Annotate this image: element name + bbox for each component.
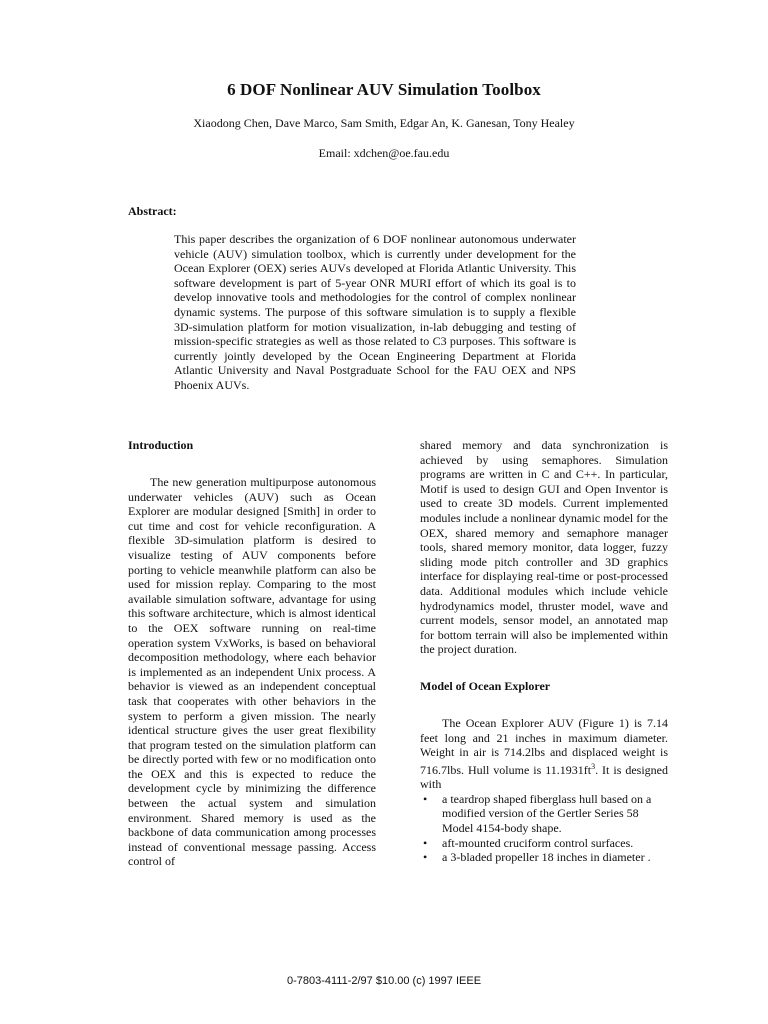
introduction-body: The new generation multipurpose autonomous underwater vehicles (AUV) such as Ocean Explorer are modular designed [Smith] in order to cut time and cost for vehicle reconfiguration. A flexible 3D-simulation platform is desired to visualize testing of AUV components before porting to vehicle meanwhile platform can also be used for mission replay. Comparing to the most available simulation software, advantage for using this software architecture, which is almost identical to the OEX software running on real-time operation system VxWorks, is based on behavioral decomposition methodology, where each behavior is implemented as an independent Unix process. A behavior is viewed as an independent conceptual task that cooperates with other behaviors in the system to perform a given mission. The nearly identical structure gives the user great flexibility that program tested on the simulation platform can be directly ported with few or no modification onto the OEX and this is expected to reduce the development cycle by minimizing the difference between the actual system and simulation environment. Shared memory is used as the backbone of data communication among processes instead of conventional message passing. Access control of	[128, 475, 376, 869]
right-column	[420, 438, 668, 865]
model-section-intro	[420, 716, 668, 792]
paper-title: 6 DOF Nonlinear AUV Simulation Toolbox	[227, 80, 541, 99]
copyright-footer: 0-7803-4111-2/97 $10.00 (c) 1997 IEEE	[286, 975, 482, 987]
introduction-continuation: shared memory and data synchronization is achieved by using semaphores. Simulation programs are written in C and C++. In particular, Motif is used to design GUI and Open Inventor is used to create 3D models. Current implemented modules include a nonlinear dynamic model for the OEX, shared memory and semaphore manager tools, shared memory monitor, data logger, fuzzy sliding mode pitch controller and 3D graphics interface for displaying real-time or post-processed data. Additional modules which include vehicle hydrodynamics model, thruster model, wave and current models, sensor model, an annotated map for bottom terrain will also be implemented within the project duration.	[420, 438, 668, 657]
model-intro-text: The Ocean Explorer AUV (Figure 1) is 7.14 feet long and 21 inches in maximum diameter. Weight in air is 714.2lbs and displaced weight is 716.7lbs. Hull volume is 11.1931ft	[420, 715, 668, 777]
left-column	[128, 438, 376, 869]
volume-exponent: 3	[591, 761, 596, 771]
author-list: Xiaodong Chen, Dave Marco, Sam Smith, Edgar An, K. Ganesan, Tony Healey	[193, 116, 575, 130]
list-item: • a teardrop shaped fiberglass hull based on a modified version of the Gertler Series 58 Model 4154-body shape.	[420, 792, 668, 836]
list-item: • aft-mounted cruciform control surfaces.	[420, 836, 668, 851]
introduction-heading: Introduction	[128, 438, 194, 452]
model-intro-text-end: . It is designed with	[420, 762, 668, 792]
design-features-list	[420, 792, 668, 865]
abstract-heading: Abstract:	[128, 204, 177, 218]
list-item: • a 3-bladed propeller 18 inches in diameter .	[420, 850, 668, 865]
contact-email: Email: xdchen@oe.fau.edu	[318, 146, 450, 160]
model-section-heading: Model of Ocean Explorer	[420, 678, 551, 693]
abstract-body: This paper describes the organization of 6 DOF nonlinear autonomous underwater vehicle (AUV) simulation toolbox, which is currently under development for the Ocean Explorer (OEX) series AUVs developed at Florida Atlantic University. This software development is part of 5-year ONR MURI effort of which its goal is to develop innovative tools and methodologies for the control of complex nonlinear dynamic systems. The purpose of this software simulation is to supply a flexible 3D-simulation platform for motion visualization, in-lab debugging and testing of mission-specific strategies as well as those related to C3 purposes. This software is currently jointly developed by the Ocean Engineering Department at Florida Atlantic University and Naval Postgraduate School for the FAU OEX and NPS Phoenix AUVs.	[174, 232, 576, 392]
